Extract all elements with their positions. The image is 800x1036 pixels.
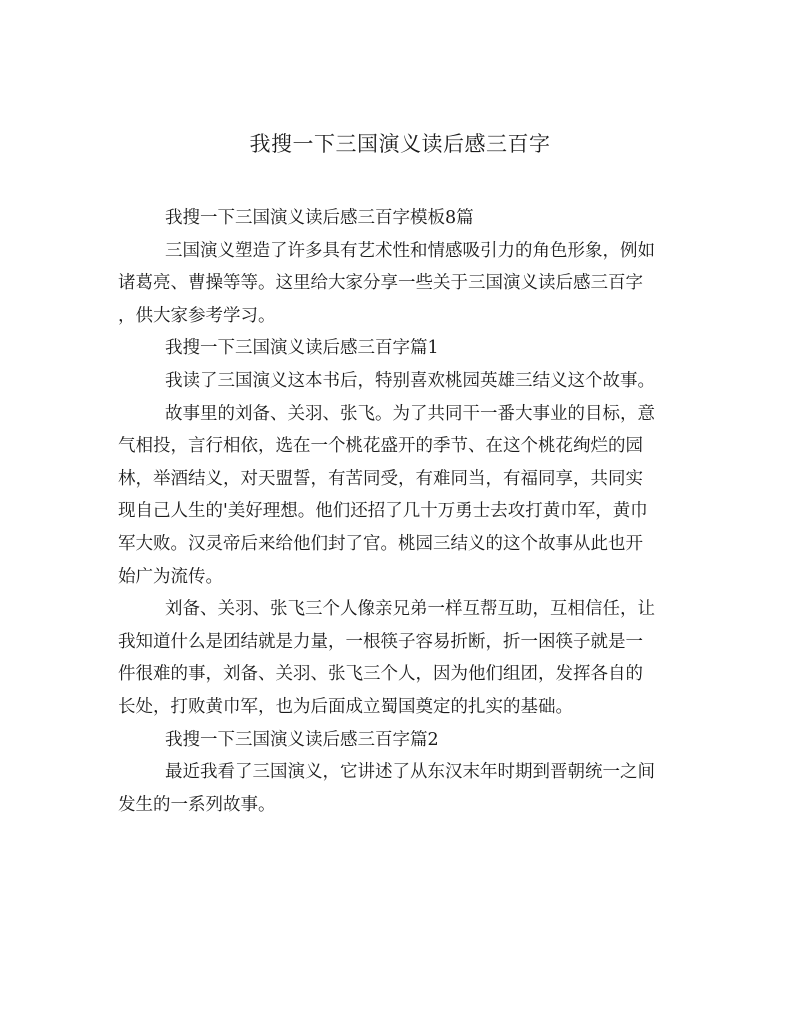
- text-line: 军大败。汉灵帝后来给他们封了官。桃园三结义的这个故事从此也开: [118, 533, 643, 554]
- text-line: 长处，打败黄巾军，也为后面成立蜀国奠定的扎实的基础。: [118, 696, 573, 717]
- text-line: 现自己人生的'美好理想。他们还招了几十万勇士去攻打黄巾军，黄巾: [118, 501, 648, 522]
- text-line: 诸葛亮、曹操等等。这里给大家分享一些关于三国演义读后感三百字: [118, 273, 643, 294]
- intro-paragraph: [118, 235, 690, 333]
- text-line: 始广为流传。: [118, 566, 223, 587]
- text-line: 最近我看了三国演义，它讲述了从东汉末年时期到晋朝统一之间: [165, 762, 655, 783]
- text-line: 三国演义塑造了许多具有艺术性和情感吸引力的角色形象，例如: [165, 240, 655, 261]
- text-line: 气相投，言行相依，选在一个桃花盛开的季节、在这个桃花绚烂的园: [118, 436, 643, 457]
- text-line: 我搜一下三国演义读后感三百字篇1: [165, 338, 439, 359]
- subtitle-paragraph: [118, 202, 690, 235]
- text-line: 我读了三国演义这本书后，特别喜欢桃园英雄三结义这个故事。: [165, 370, 655, 391]
- body-paragraph: [118, 365, 690, 398]
- text-line: 我知道什么是团结就是力量，一根筷子容易折断，折一困筷子就是一: [118, 631, 643, 652]
- text-line: 林，举酒结义，对天盟誓，有苦同受，有难同当，有福同享，共同实: [118, 468, 643, 489]
- body-paragraph: [118, 756, 690, 821]
- text-line: 件很难的事，刘备、关羽、张飞三个人，因为他们组团，发挥各自的: [118, 664, 643, 685]
- text-line: 我搜一下三国演义读后感三百字篇2: [165, 729, 439, 750]
- document-body: [118, 202, 690, 821]
- text-line: 我搜一下三国演义读后感三百字模板8篇: [165, 208, 474, 228]
- body-paragraph: [118, 593, 690, 723]
- text-line: 故事里的刘备、关羽、张飞。为了共同干一番大事业的目标，意: [165, 403, 655, 424]
- text-line: 发生的一系列故事。: [118, 794, 276, 815]
- section-heading-2: [118, 724, 690, 757]
- body-paragraph: [118, 398, 690, 594]
- document-title: 我搜一下三国演义读后感三百字: [249, 132, 551, 156]
- text-line: 刘备、关羽、张飞三个人像亲兄弟一样互帮互助，互相信任，让: [165, 599, 655, 620]
- text-line: ，供大家参考学习。: [118, 305, 276, 326]
- section-heading-1: [118, 332, 690, 365]
